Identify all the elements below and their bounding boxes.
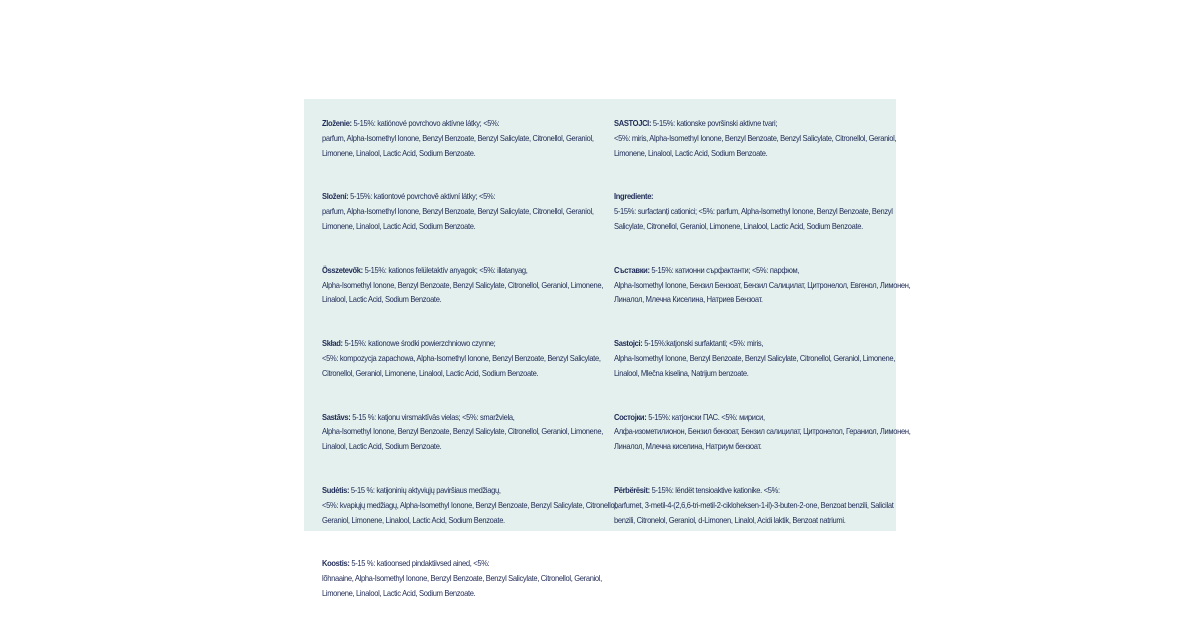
- ingredient-block: [322, 117, 592, 161]
- ingredient-block: [614, 117, 897, 161]
- language-label: Состојки:: [614, 412, 647, 422]
- ingredient-text: 5-15%: катјонски ПАС. <5%: мириси,: [646, 412, 765, 422]
- ingredient-line: [322, 264, 592, 279]
- ingredient-block: [614, 484, 894, 528]
- ingredient-line: [614, 190, 884, 205]
- ingredient-line: Salicylate, Citronellol, Geraniol, Limonene, Linalool, Lactic Acid, Sodium Benzoate.: [614, 221, 863, 231]
- ingredients-panel: [304, 99, 911, 598]
- ingredient-line: Linalool, Lactic Acid, Sodium Benzoate.: [322, 442, 442, 452]
- ingredient-line: <5%: kompozycja zapachowa, Alpha-Isomethyl Ionone, Benzyl Benzoate, Benzyl Salicylate,: [322, 353, 601, 363]
- ingredient-line: Geraniol, Limonene, Linalool, Lactic Acid, Sodium Benzoate.: [322, 515, 505, 525]
- ingredient-block: [322, 337, 601, 381]
- ingredient-line: Alpha-Isomethyl Ionone, Benzyl Benzoate, Benzyl Salicylate, Citronellol, Geraniol, Limonene,: [322, 427, 604, 437]
- language-label: Koostis:: [322, 559, 350, 569]
- ingredient-text: 5-15%: катионни сърфактанти; <5%: парфюм,: [649, 265, 800, 275]
- ingredient-block: [614, 190, 893, 234]
- language-label: Složení:: [322, 192, 349, 202]
- ingredient-block: [614, 264, 911, 308]
- ingredient-line: [322, 117, 592, 132]
- language-label: Zloženie:: [322, 119, 352, 128]
- ingredient-line: [322, 337, 592, 352]
- language-label: Sudėtis:: [322, 485, 350, 495]
- language-label: Összetevők:: [322, 265, 363, 275]
- ingredient-text: 5-15 %: katjonu virsmaktīvās vielas; <5%: smaržviela,: [350, 412, 515, 422]
- ingredient-text: 5-15%: kationowe środki powierzchniowo czynne;: [342, 339, 496, 349]
- ingredient-line: Linalool, Lactic Acid, Sodium Benzoate.: [322, 295, 442, 305]
- ingredient-text: 5-15%: katiónové povrchovo aktívne látky; <5%:: [351, 119, 500, 128]
- ingredient-line: [322, 484, 592, 499]
- ingredient-line: Alpha-Isomethyl Ionone, Бензил Бензоат, Бензил Салицилат, Цитронелол, Евгенол, Лимонен,: [614, 280, 911, 290]
- ingredient-block: [322, 557, 602, 601]
- ingredient-line: Линалол, Млечна Киселина, Натриев Бензоат.: [614, 295, 763, 305]
- ingredient-line: Alpha-Isomethyl Ionone, Benzyl Benzoate, Benzyl Salicylate, Citronellol, Geraniol, Limonene,: [614, 353, 896, 363]
- ingredient-block: [614, 411, 911, 455]
- ingredient-line: Алфа-изометилионон, Бензил бензоат, Бензил салицилат, Цитронелол, Гераниол, Лимонен,: [614, 427, 911, 437]
- ingredient-line: Limonene, Linalool, Lactic Acid, Sodium Benzoate.: [322, 221, 476, 231]
- ingredient-line: parfum, Alpha-Isomethyl Ionone, Benzyl Benzoate, Benzyl Salicylate, Citronellol, Geraniol,: [322, 207, 594, 217]
- ingredient-line: Linalool, Mlečna kiselina, Natrijum benzoate.: [614, 368, 749, 378]
- ingredient-line: <5%: kvapiųjų medžiagų, Alpha-Isomethyl Ionone, Benzyl Benzoate, Benzyl Salicylate, Citronellol,: [322, 500, 618, 510]
- ingredient-line: [614, 411, 884, 426]
- ingredient-text: 5-15 %: katioonsed pindaktiivsed ained, <5%:: [349, 559, 490, 569]
- ingredient-line: [322, 557, 592, 572]
- ingredient-line: <5%: miris, Alpha-Isomethyl Ionone, Benzyl Benzoate, Benzyl Salicylate, Citronellol, Geraniol,: [614, 133, 897, 143]
- ingredient-line: [614, 264, 884, 279]
- ingredient-block: [614, 337, 896, 381]
- ingredient-text: 5-15%: kationos felületaktív anyagok; <5%: illatanyag,: [362, 265, 528, 275]
- ingredient-line: [614, 117, 884, 132]
- ingredient-line: lõhnaaine, Alpha-Isomethyl Ionone, Benzyl Benzoate, Benzyl Salicylate, Citronellol, Geraniol,: [322, 574, 602, 584]
- language-label: SASTOJCI:: [614, 119, 652, 128]
- ingredient-line: Citronellol, Geraniol, Limonene, Linalool, Lactic Acid, Sodium Benzoate.: [322, 368, 539, 378]
- ingredient-text: 5-15%: kationtové povrchově aktivní látky; <5%:: [348, 192, 496, 202]
- language-label: Përbërësit:: [614, 485, 650, 495]
- language-label: Ingrediente:: [614, 192, 654, 202]
- ingredient-line: [614, 337, 884, 352]
- right-ingredients-column: [614, 117, 911, 557]
- ingredient-line: parfum, Alpha-Isomethyl Ionone, Benzyl Benzoate, Benzyl Salicylate, Citronellol, Geraniol,: [322, 133, 594, 143]
- ingredient-line: Limonene, Linalool, Lactic Acid, Sodium Benzoate.: [614, 148, 768, 158]
- ingredient-line: [322, 411, 592, 426]
- ingredient-line: Limonene, Linalool, Lactic Acid, Sodium Benzoate.: [322, 588, 476, 598]
- ingredient-line: [322, 190, 592, 205]
- ingredient-line: Линалол, Млечна киселина, Натриум бензоат.: [614, 442, 762, 452]
- ingredient-line: parfumet, 3-metil-4-(2,6,6-tri-metil-2-cikloheksen-1-il)-3-buten-2-one, Benzoat benzili, Salicilat: [614, 500, 894, 510]
- ingredient-block: [322, 190, 592, 234]
- ingredient-line: benzili, Citronelol, Geraniol, d-Limonen, Linalol, Acidi laktik, Benzoat natriumi.: [614, 515, 846, 525]
- language-label: Sastojci:: [614, 339, 643, 349]
- language-label: Съставки:: [614, 265, 650, 275]
- left-ingredients-column: [322, 117, 618, 631]
- ingredient-line: 5-15%: surfactanți cationici; <5%: parfum, Alpha-Isomethyl Ionone, Benzyl Benzoate, Benzyl: [614, 207, 893, 217]
- language-label: Skład:: [322, 339, 343, 349]
- language-label: Sastāvs:: [322, 412, 351, 422]
- ingredient-block: [322, 264, 604, 308]
- ingredient-block: [322, 411, 604, 455]
- ingredient-line: Limonene, Linalool, Lactic Acid, Sodium Benzoate.: [322, 148, 476, 158]
- ingredient-text: 5-15%:katjonski surfaktanti; <5%: miris,: [642, 339, 764, 349]
- ingredient-text: 5-15%: lëndët tensioaktive kationike. <5%:: [649, 485, 780, 495]
- ingredient-block: [322, 484, 618, 528]
- ingredient-line: Alpha-Isomethyl Ionone, Benzyl Benzoate, Benzyl Salicylate, Citronellol, Geraniol, Limonene,: [322, 280, 604, 290]
- ingredient-text: 5-15 %: katijoninių aktyviųjų paviršiaus medžiagų,: [349, 485, 501, 495]
- ingredient-line: [614, 484, 884, 499]
- ingredient-text: 5-15%: kationske površinski aktivne tvari;: [651, 119, 778, 128]
